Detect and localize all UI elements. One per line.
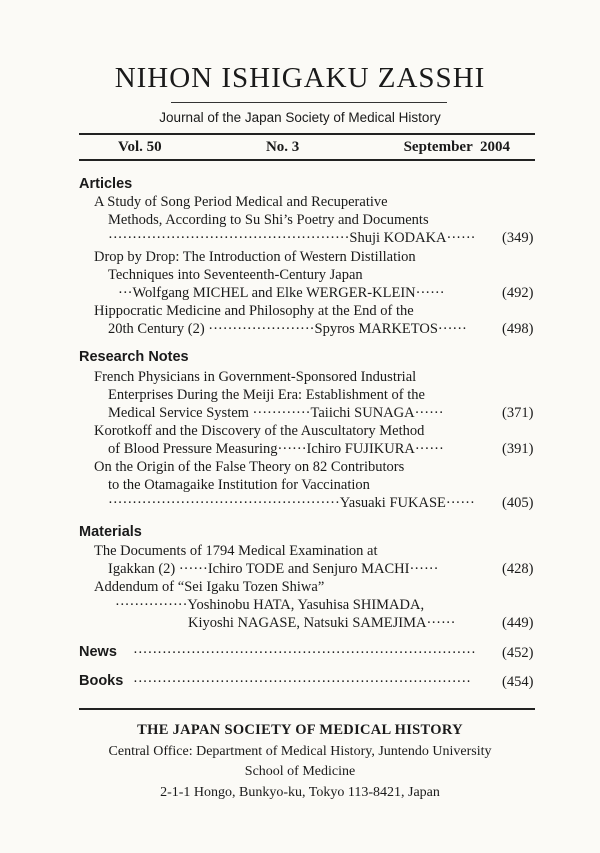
title-divider: [171, 102, 447, 103]
dot-leader: ·······································································: [133, 645, 476, 661]
section-heading-news: News: [79, 644, 117, 660]
note-author-line: Medical Service System ············Taiichi SUNAGA······: [108, 405, 444, 421]
note-title-line: Korotkoff and the Discovery of the Auscultatory Method: [94, 423, 425, 439]
volume: Vol. 50: [118, 139, 162, 155]
issue-date: September 2004: [403, 139, 510, 155]
note-author-line: ················································Yasuaki FUKASE······: [108, 495, 475, 511]
section-heading-books: Books: [79, 673, 124, 689]
article-author-line: ··················································Shuji KODAKA······: [108, 230, 476, 246]
page-number: (349): [502, 230, 534, 246]
section-heading-articles: Articles: [79, 176, 133, 192]
page-number: (391): [502, 441, 534, 457]
page-number: (452): [502, 645, 534, 661]
article-title-line: Hippocratic Medicine and Philosophy at the End of the: [94, 303, 414, 319]
section-heading-research-notes: Research Notes: [79, 349, 189, 365]
page-number: (371): [502, 405, 534, 421]
journal-title: NIHON ISHIGAKU ZASSHI: [114, 62, 486, 94]
page-number: (405): [502, 495, 534, 511]
issue-number: No. 3: [265, 139, 300, 155]
office-address-line: School of Medicine: [244, 764, 356, 779]
journal-subtitle: Journal of the Japan Society of Medical History: [159, 110, 441, 125]
page-number: (449): [502, 615, 534, 631]
material-author-line: ···············Yoshinobu HATA, Yasuhisa SHIMADA,: [115, 597, 425, 613]
note-title-line: On the Origin of the False Theory on 82 Contributors: [94, 459, 405, 475]
article-title-line: A Study of Song Period Medical and Recuperative: [94, 194, 388, 210]
article-author-line: 20th Century (2) ······················Spyros MARKETOS······: [108, 321, 467, 337]
note-author-line: of Blood Pressure Measuring······Ichiro FUJIKURA······: [108, 441, 444, 457]
dot-leader: ······································································: [133, 674, 472, 690]
issue-rule-bottom: [79, 159, 535, 161]
footer-divider: [79, 708, 535, 710]
article-author-line: ···Wolfgang MICHEL and Elke WERGER-KLEIN······: [118, 285, 445, 301]
material-title-line: The Documents of 1794 Medical Examination at: [94, 543, 378, 559]
page-number: (492): [502, 285, 534, 301]
material-title-line: Addendum of “Sei Igaku Tozen Shiwa”: [94, 579, 325, 595]
material-author-line: Kiyoshi NAGASE, Natsuki SAMEJIMA······: [188, 615, 456, 631]
office-address-line: 2-1-1 Hongo, Bunkyo-ku, Tokyo 113-8421, Japan: [160, 785, 440, 800]
issue-info: [118, 139, 510, 156]
issue-rule-top: [79, 133, 535, 135]
material-author-line: Igakkan (2) ······Ichiro TODE and Senjuro MACHI······: [108, 561, 439, 577]
article-title-line: Methods, According to Su Shi’s Poetry and Documents: [108, 212, 429, 228]
article-title-line: Drop by Drop: The Introduction of Western Distillation: [94, 249, 416, 265]
page-number: (428): [502, 561, 534, 577]
section-heading-materials: Materials: [79, 524, 142, 540]
article-title-line: Techniques into Seventeenth-Century Japan: [108, 267, 363, 283]
note-title-line: French Physicians in Government-Sponsored Industrial: [94, 369, 417, 385]
note-title-line: to the Otamagaike Institution for Vaccination: [108, 477, 370, 493]
page-number: (498): [502, 321, 534, 337]
note-title-line: Enterprises During the Meiji Era: Establishment of the: [108, 387, 425, 403]
page-number: (454): [502, 674, 534, 690]
office-address-line: Central Office: Department of Medical History, Juntendo University: [108, 744, 492, 759]
society-name: THE JAPAN SOCIETY OF MEDICAL HISTORY: [137, 722, 463, 738]
